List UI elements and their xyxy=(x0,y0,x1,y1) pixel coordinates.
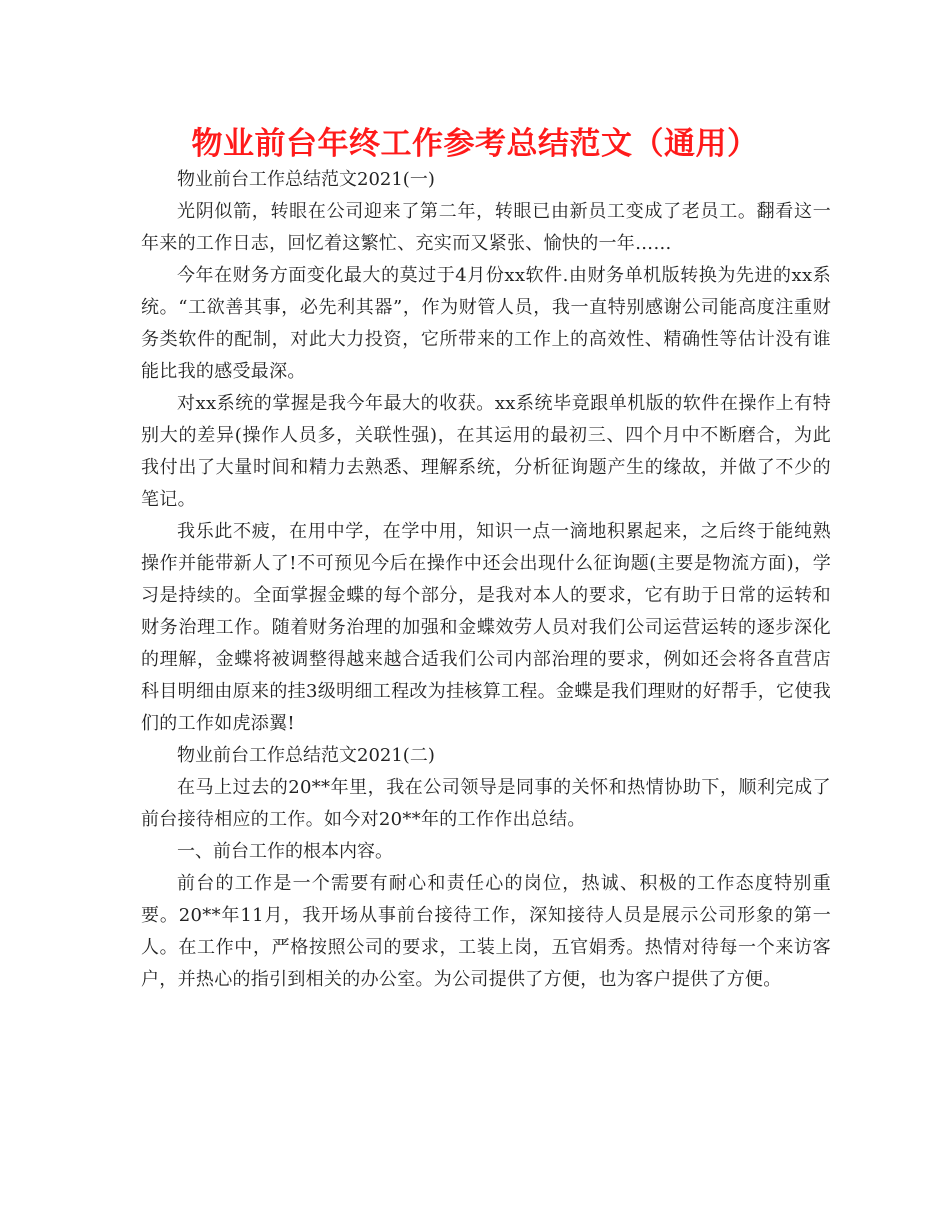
document-title: 物业前台年终工作参考总结范文（通用） xyxy=(191,126,759,162)
paragraph: 在马上过去的20**年里，我在公司领导是同事的关怀和热情协助下，顺利完成了前台接待相应的工作。如今对20**年的工作作出总结。 xyxy=(141,777,831,830)
paragraph: 今年在财务方面变化最大的莫过于4月份xx软件.由财务单机版转换为先进的xx系统。“工欲善其事，必先利其器”，作为财管人员，我一直特别感谢公司能高度注重财务类软件的配制，对此大力投资，它所带来的工作上的高效性、精确性等估计没有谁能比我的感受最深。 xyxy=(141,265,831,382)
paragraph: 对xx系统的掌握是我今年最大的收获。xx系统毕竟跟单机版的软件在操作上有特别大的差异(操作人员多，关联性强)，在其运用的最初三、四个月中不断磨合，为此我付出了大量时间和精力去熟悉、理解系统，分析征询题产生的缘故，并做了不少的笔记。 xyxy=(141,393,831,510)
paragraph: 我乐此不疲，在用中学，在学中用，知识一点一滴地积累起来，之后终于能纯熟操作并能带新人了!不可预见今后在操作中还会出现什么征询题(主要是物流方面)，学习是持续的。全面掌握金蝶的每个部分，是我对本人的要求，它有助于日常的运转和财务治理工作。随着财务治理的加强和金蝶效劳人员对我们公司运营运转的逐步深化的理解，金蝶将被调整得越来越合适我们公司内部治理的要求，例如还会将各直营店科目明细由原来的挂3级明细工程改为挂核算工程。金蝶是我们理财的好帮手，它使我们的工作如虎添翼! xyxy=(141,521,831,734)
paragraph: 前台的工作是一个需要有耐心和责任心的岗位，热诚、积极的工作态度特别重要。20**年11月，我开场从事前台接待工作，深知接待人员是展示公司形象的第一人。在工作中，严格按照公司的要求，工装上岗，五官娟秀。热情对待每一个来访客户，并热心的指引到相关的办公室。为公司提供了方便，也为客户提供了方便。 xyxy=(141,873,831,990)
document-body xyxy=(141,164,831,996)
section-heading-2: 物业前台工作总结范文2021(二) xyxy=(177,745,435,766)
section-heading-1: 物业前台工作总结范文2021(一) xyxy=(177,169,435,190)
subsection-heading: 一、前台工作的根本内容。 xyxy=(177,841,393,862)
paragraph: 光阴似箭，转眼在公司迎来了第二年，转眼已由新员工变成了老员工。翻看这一年来的工作日志，回忆着这繁忙、充实而又紧张、愉快的一年…… xyxy=(141,201,831,254)
